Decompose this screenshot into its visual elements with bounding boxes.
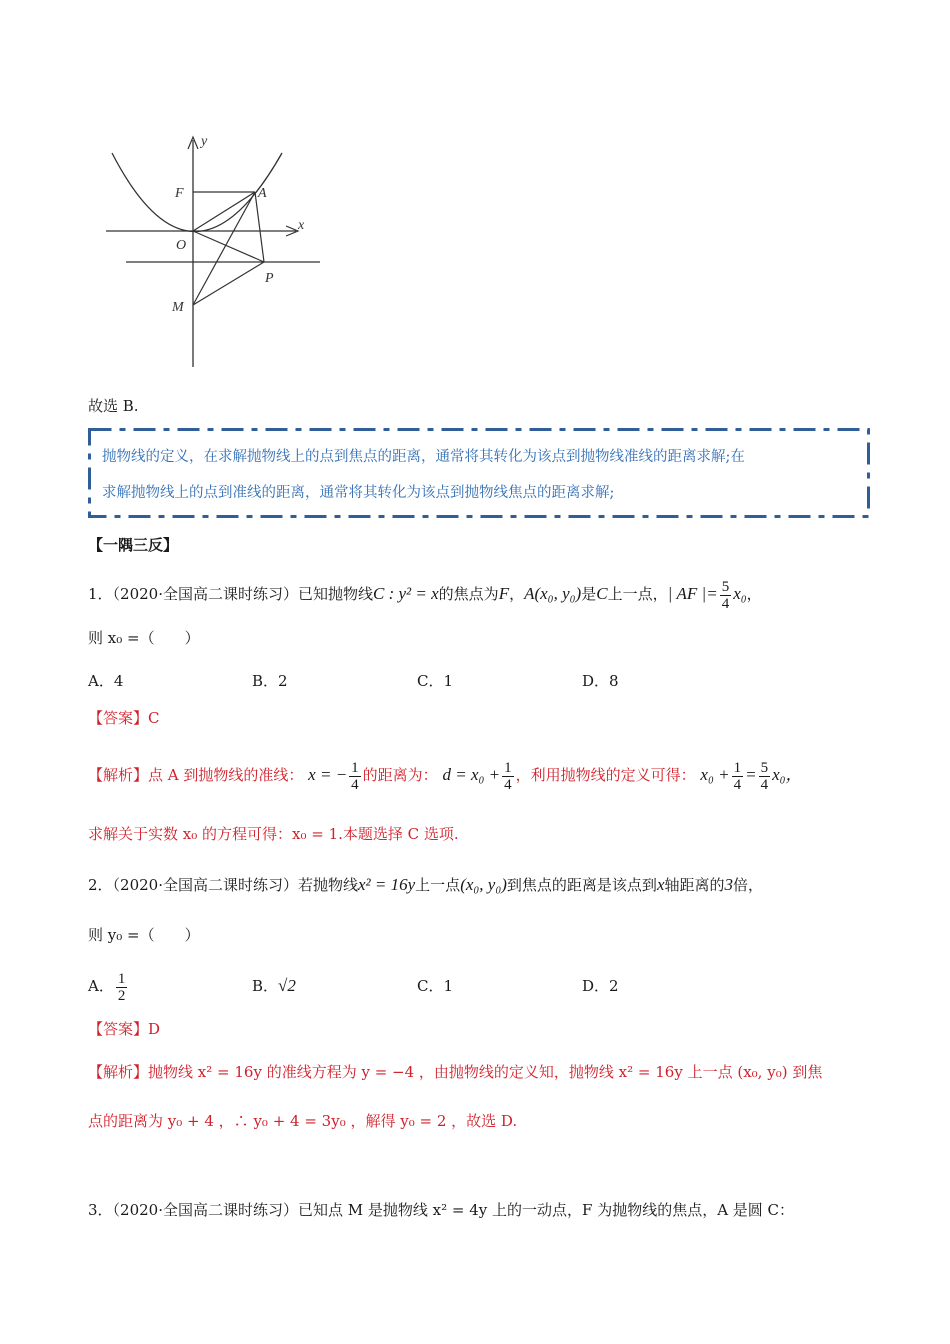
parabola-figure: [100, 125, 340, 375]
q1-F: F: [498, 584, 510, 603]
note-line-1: 抛物线的定义，在求解抛物线上的点到焦点的距离，通常将其转化为该点到抛物线准线的距离求解;在: [102, 449, 745, 465]
q1-option-b: B．2: [252, 672, 288, 690]
q1-solution-line-2: 求解关于实数 x₀ 的方程可得：x₀ = 1.本题选择 C 选项.: [88, 825, 459, 843]
segment-AM: [193, 192, 255, 305]
q1-C: C: [596, 584, 608, 603]
q1-option-d: D．8: [582, 672, 619, 690]
segment-OA: [193, 192, 255, 231]
q1-answer: 【答案】C: [88, 709, 160, 727]
label-P: P: [265, 271, 274, 286]
q1-mid1: 的焦点为: [438, 585, 499, 603]
label-y: y: [201, 134, 208, 149]
q2-solution-line-2: 点的距离为 y₀ + 4 ，∴ y₀ + 4 = 3y₀ ，解得 y₀ = 2 ，故选 D.: [88, 1112, 518, 1130]
q1-sep: ，: [509, 585, 525, 603]
q1-option-c: C．1: [417, 672, 454, 690]
q2-line-1: 2．（2020·全国高二课时练习）若抛物线x² = 16y上一点(x₀, y₀)到焦点的距离是该点到x轴距离的3倍，: [88, 875, 764, 894]
note-line-2: 求解抛物线上的点到准线的距离，通常将其转化为该点到抛物线焦点的距离求解;: [102, 485, 615, 501]
q2-answer: 【答案】D: [88, 1020, 161, 1038]
q1-x0: x₀: [733, 584, 747, 603]
label-O: O: [176, 238, 187, 253]
q1-af: | AF |=: [667, 584, 718, 603]
note-box-border: [88, 428, 870, 518]
q1-mid2: 是: [581, 585, 597, 603]
label-A: A: [258, 186, 267, 201]
q2-option-a: A． $\frac{1}{2}$: [88, 970, 126, 1004]
q2-equation: x² = 16y: [358, 875, 416, 894]
label-x: x: [298, 218, 305, 233]
q1-fraction: $\frac{5}{4}$: [721, 578, 730, 612]
q1-point-A: A(x₀, y₀): [524, 584, 582, 603]
q1-prefix: 1．（2020·全国高二课时练习）已知抛物线: [88, 585, 373, 603]
q3-line-1: 3．（2020·全国高二课时练习）已知点 M 是抛物线 x² = 4y 上的一动点，F 为抛物线的焦点，A 是圆 C：: [88, 1201, 795, 1219]
q2-option-c: C．1: [417, 977, 454, 995]
so-choose-text: 故选 B.: [88, 397, 139, 415]
q2-option-d: D．2: [582, 977, 619, 995]
q2-solution-line-1: 【解析】抛物线 x² = 16y 的准线方程为 y = −4 ，由抛物线的定义知，抛物线 x² = 16y 上一点 (x₀, y₀) 到焦: [88, 1063, 823, 1081]
q1-mid3: 上一点，: [607, 585, 668, 603]
q2-point: (x₀, y₀): [460, 875, 507, 894]
label-F: F: [175, 186, 184, 201]
q2-line-2: 则 y₀ =（ ）: [88, 926, 200, 944]
q1-line-2: 则 x₀ =（ ）: [88, 629, 200, 647]
q1-solution-line-1: 【解析】点 A 到抛物线的准线： x = − $\frac{1}{4}$ 的距离为： d = x₀ + $\frac{1}{4}$ ，利用抛物线的定义可得： x₀ + $\frac{1}{4}$ = $\frac{5}{4}$ x₀，: [88, 759, 803, 793]
segment-MP: [193, 262, 264, 305]
label-M: M: [172, 300, 184, 315]
section-title: 【一隅三反】: [88, 536, 179, 554]
segment-OP: [193, 231, 264, 262]
q2-option-b: B．√2: [252, 976, 296, 995]
q1-line-1: 1．（2020·全国高二课时练习）已知抛物线C : y² = x的焦点为F，A(x₀, y₀)是C上一点，| AF |= $\frac{5}{4}$ x₀，: [88, 578, 762, 612]
segment-AP: [255, 192, 264, 262]
q1-equation: C : y² = x: [373, 584, 439, 603]
q1-option-a: A．4: [88, 672, 124, 690]
